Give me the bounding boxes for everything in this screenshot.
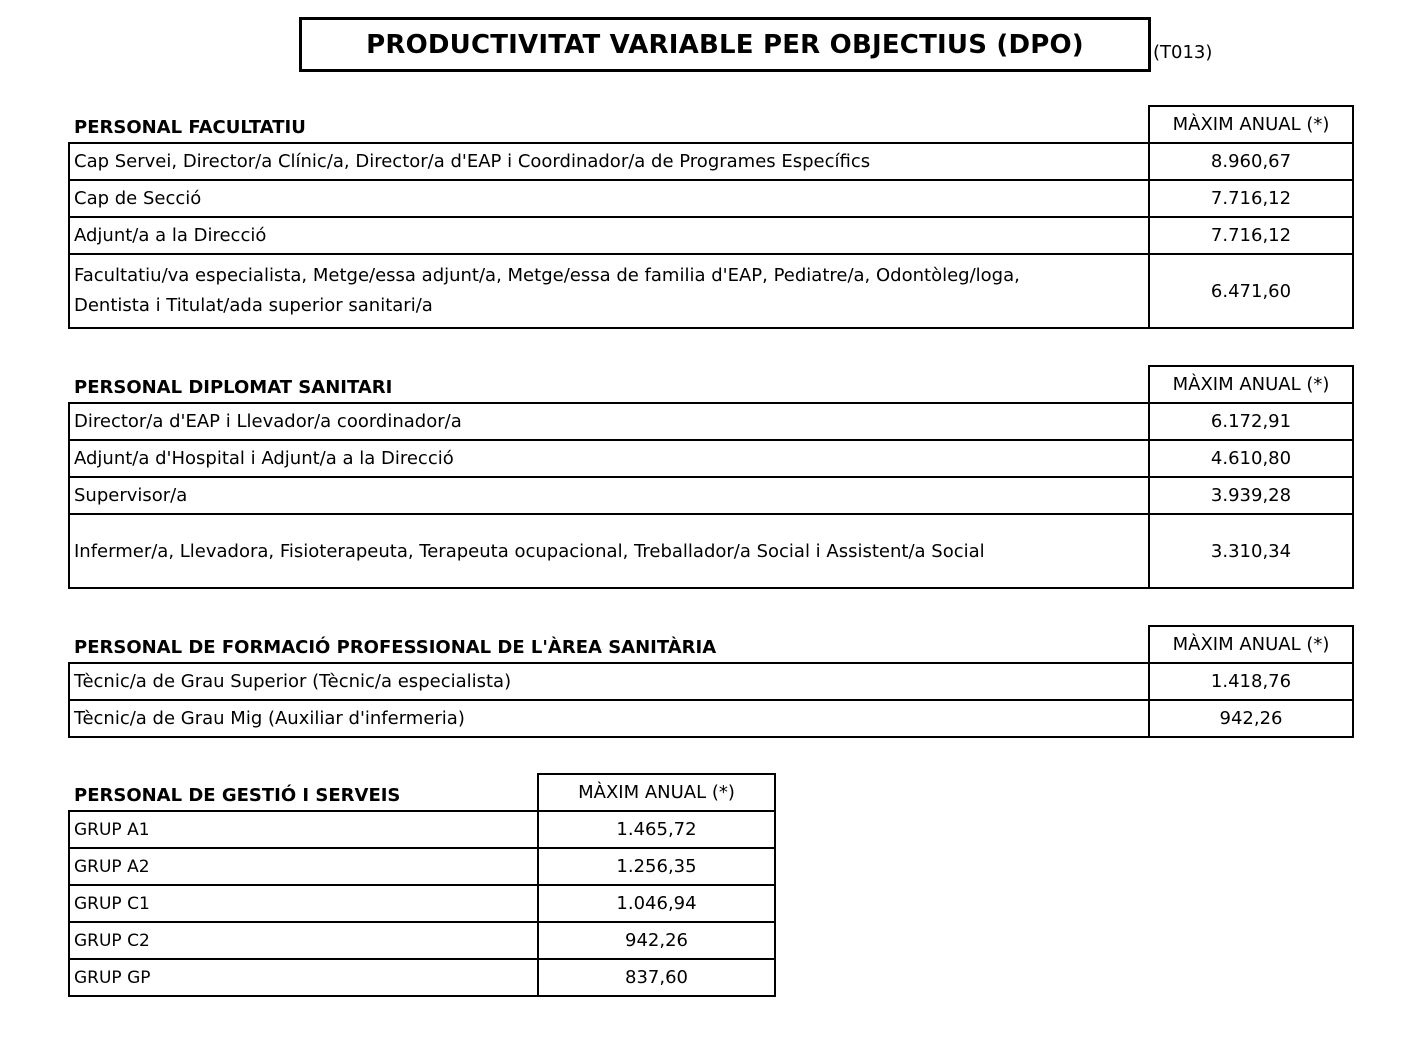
- table-row: [69, 959, 775, 996]
- table-row: [69, 663, 1353, 700]
- row-value: 8.960,67: [1149, 143, 1353, 180]
- table-header-row: [69, 626, 1353, 663]
- table-row: [69, 477, 1353, 514]
- formacio-table: [68, 625, 1354, 738]
- table-row: [69, 254, 1353, 328]
- row-label: Infermer/a, Llevadora, Fisioterapeuta, Terapeuta ocupacional, Treballador/a Social i Assistent/a Social: [69, 514, 1149, 588]
- table-row: [69, 848, 775, 885]
- page-title-text: PRODUCTIVITAT VARIABLE PER OBJECTIUS (DPO): [366, 29, 1084, 60]
- row-value: 6.172,91: [1149, 403, 1353, 440]
- table-header-row: [69, 774, 775, 811]
- diplomat-table: [68, 365, 1354, 589]
- table-header-row: [69, 106, 1353, 143]
- facultatiu-table: [68, 105, 1354, 329]
- row-label: Supervisor/a: [69, 477, 1149, 514]
- gestio-table: [68, 773, 776, 997]
- table-row: [69, 143, 1353, 180]
- row-value: 7.716,12: [1149, 217, 1353, 254]
- section-personal-gestio-serveis: [68, 773, 776, 997]
- row-value: 1.046,94: [538, 885, 775, 922]
- row-label: Cap de Secció: [69, 180, 1149, 217]
- row-label: GRUP A2: [69, 848, 538, 885]
- row-value: 3.939,28: [1149, 477, 1353, 514]
- table-header-row: [69, 366, 1353, 403]
- section-title: PERSONAL DE GESTIÓ I SERVEIS: [74, 784, 401, 806]
- document-code: (T013): [1153, 42, 1213, 63]
- row-label: Adjunt/a a la Direcció: [69, 217, 1149, 254]
- row-value: 1.256,35: [538, 848, 775, 885]
- row-value: 3.310,34: [1149, 514, 1353, 588]
- column-header: MÀXIM ANUAL (*): [1149, 626, 1353, 663]
- section-personal-diplomat-sanitari: [68, 365, 1354, 589]
- table-row: [69, 514, 1353, 588]
- section-title: PERSONAL DIPLOMAT SANITARI: [74, 376, 393, 398]
- section-personal-facultatiu: [68, 105, 1354, 329]
- column-header: MÀXIM ANUAL (*): [1149, 106, 1353, 143]
- row-label: GRUP C1: [69, 885, 538, 922]
- row-value: 4.610,80: [1149, 440, 1353, 477]
- row-value: 1.465,72: [538, 811, 775, 848]
- row-label: Facultatiu/va especialista, Metge/essa adjunt/a, Metge/essa de familia d'EAP, Pediatre/a, Odontòleg/loga, Dentista i Titulat/ada superior sanitari/a: [69, 254, 1149, 328]
- row-label: Tècnic/a de Grau Superior (Tècnic/a especialista): [69, 663, 1149, 700]
- column-header: MÀXIM ANUAL (*): [538, 774, 775, 811]
- section-title: PERSONAL FACULTATIU: [74, 116, 306, 138]
- section-title: PERSONAL DE FORMACIÓ PROFESSIONAL DE L'ÀREA SANITÀRIA: [74, 636, 717, 658]
- row-label: Tècnic/a de Grau Mig (Auxiliar d'infermeria): [69, 700, 1149, 737]
- row-value: 6.471,60: [1149, 254, 1353, 328]
- page-title: [299, 17, 1151, 72]
- row-value: 1.418,76: [1149, 663, 1353, 700]
- table-row: [69, 885, 775, 922]
- row-label: Cap Servei, Director/a Clínic/a, Director/a d'EAP i Coordinador/a de Programes Específics: [69, 143, 1149, 180]
- row-value: 942,26: [538, 922, 775, 959]
- table-row: [69, 700, 1353, 737]
- section-personal-formacio-professional: [68, 625, 1354, 738]
- row-label: GRUP C2: [69, 922, 538, 959]
- table-row: [69, 403, 1353, 440]
- table-row: [69, 217, 1353, 254]
- row-label: GRUP GP: [69, 959, 538, 996]
- row-label: Adjunt/a d'Hospital i Adjunt/a a la Direcció: [69, 440, 1149, 477]
- table-row: [69, 440, 1353, 477]
- table-row: [69, 180, 1353, 217]
- row-value: 942,26: [1149, 700, 1353, 737]
- table-row: [69, 922, 775, 959]
- row-value: 7.716,12: [1149, 180, 1353, 217]
- row-label: GRUP A1: [69, 811, 538, 848]
- table-row: [69, 811, 775, 848]
- row-label: Director/a d'EAP i Llevador/a coordinador/a: [69, 403, 1149, 440]
- column-header: MÀXIM ANUAL (*): [1149, 366, 1353, 403]
- row-value: 837,60: [538, 959, 775, 996]
